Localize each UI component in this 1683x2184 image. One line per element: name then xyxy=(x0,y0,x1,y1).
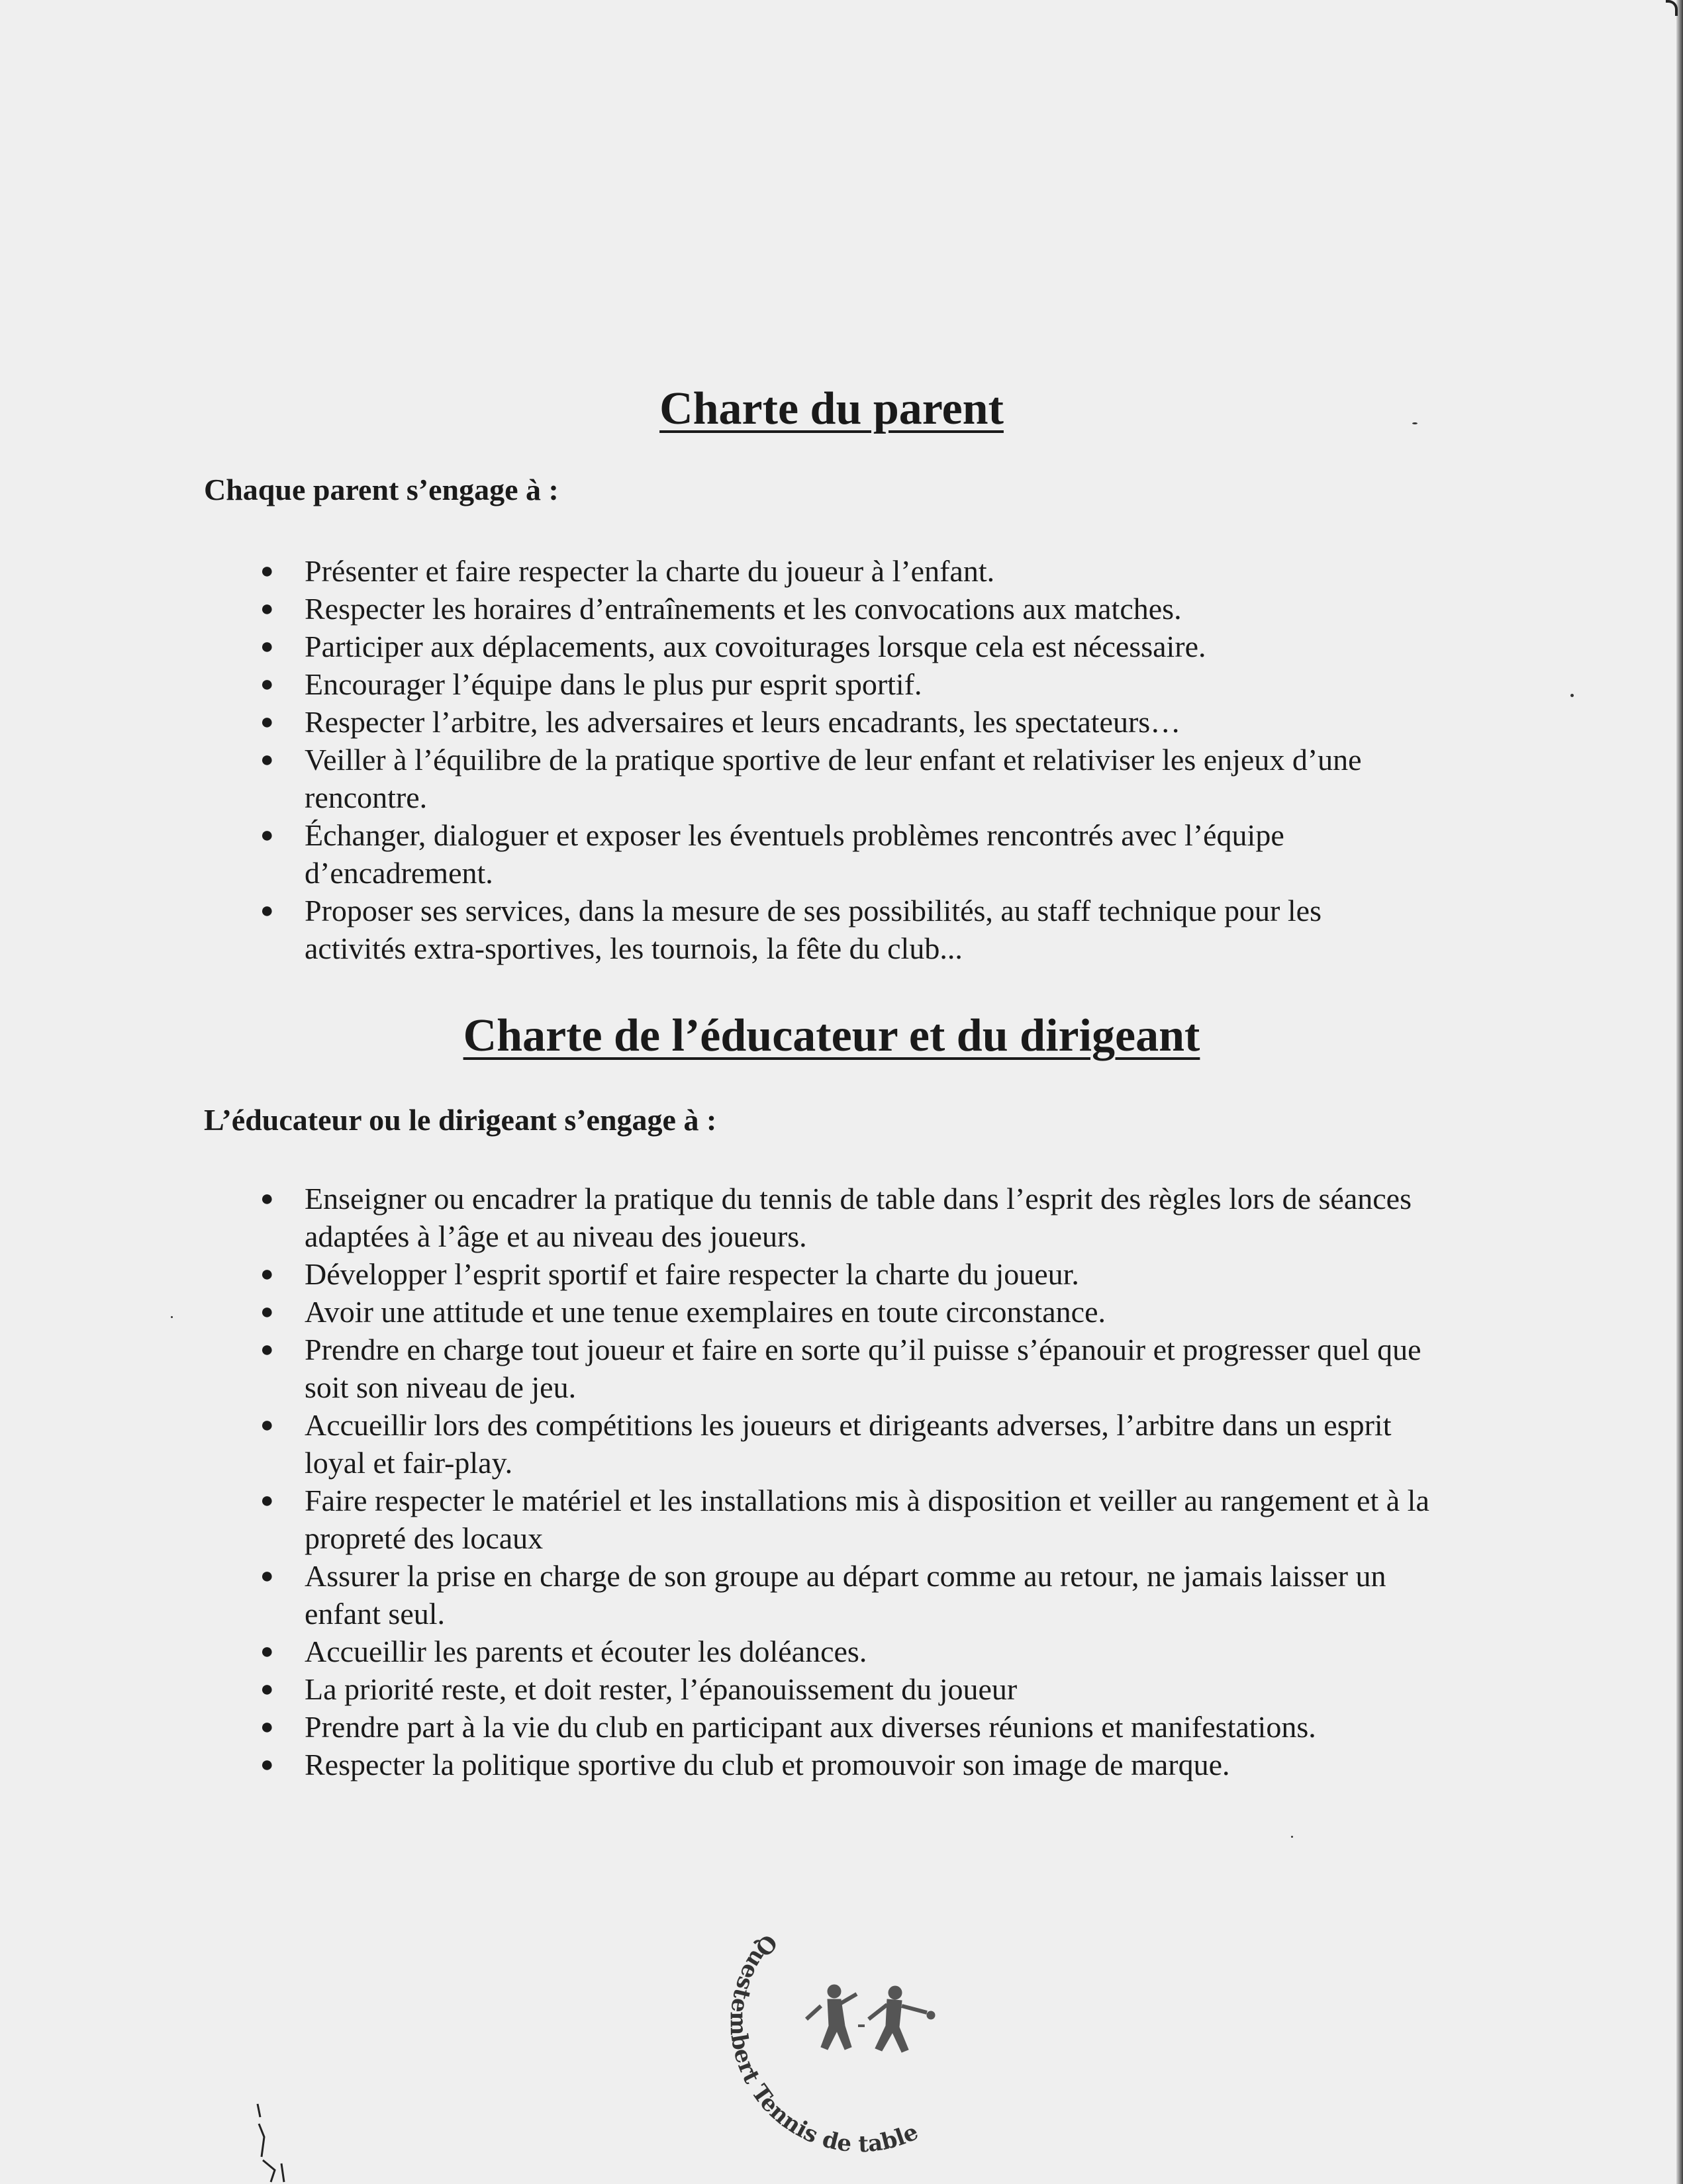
stamp-text: Quest ert Tennis de table xyxy=(728,1928,923,2158)
list-item: ● Participer aux déplacements, aux covoiturages lorsque cela est nécessaire. xyxy=(305,628,1430,665)
bullet-icon: ● xyxy=(260,1677,274,1701)
list-item: ● Avoir une attitude et une tenue exemplaires en toute circonstance. xyxy=(305,1293,1430,1331)
list-item: ● Respecter la politique sportive du club et promouvoir son image de marque. xyxy=(305,1746,1430,1783)
bullet-icon: ● xyxy=(260,559,274,583)
bullet-icon: ● xyxy=(260,1752,274,1777)
list-item: ● Prendre en charge tout joueur et faire en sorte qu’il puisse s’épanouir et progresser quel que soit son niveau de jeu. xyxy=(305,1331,1430,1406)
bullet-icon: ● xyxy=(260,1715,274,1739)
bullet-icon: ● xyxy=(260,747,274,772)
bullet-icon: ● xyxy=(260,596,274,621)
bullet-icon: ● xyxy=(260,1186,274,1211)
bullet-icon: ● xyxy=(260,1337,274,1362)
list-item: ● Développer l’esprit sportif et faire respecter la charte du joueur. xyxy=(305,1255,1430,1293)
list-item: ● Enseigner ou encadrer la pratique du tennis de table dans l’esprit des règles lors de séances adaptées à l’âge et au niveau des joueurs. xyxy=(305,1180,1430,1255)
bullet-icon: ● xyxy=(260,634,274,659)
scan-speck xyxy=(1291,1836,1293,1838)
educator-charter-title: Charte de l’éducateur et du dirigeant xyxy=(463,1010,1200,1061)
bullet-icon: ● xyxy=(260,823,274,847)
bullet-icon: ● xyxy=(260,672,274,696)
scan-speck xyxy=(171,1316,173,1318)
bullet-icon: ● xyxy=(260,1488,274,1513)
club-stamp xyxy=(728,1920,993,2158)
list-item: ● Prendre part à la vie du club en participant aux diverses réunions et manifestations. xyxy=(305,1708,1430,1746)
parent-charter-title: Charte du parent xyxy=(659,383,1004,434)
table-tennis-players-icon xyxy=(806,1985,935,2052)
bullet-icon: ● xyxy=(260,710,274,734)
list-item: ● Accueillir les parents et écouter les doléances. xyxy=(305,1633,1430,1670)
educator-charter-intro: L’éducateur ou le dirigeant s’engage à : xyxy=(204,1103,717,1137)
list-item: ● Proposer ses services, dans la mesure de ses possibilités, au staff technique pour les activités extra-sportives, les tournois, la fête du club... xyxy=(305,892,1430,967)
bullet-icon: ● xyxy=(260,1300,274,1324)
bullet-icon: ● xyxy=(260,1262,274,1286)
bullet-icon: ● xyxy=(260,898,274,923)
list-item: ● Respecter les horaires d’entraînements et les convocations aux matches. xyxy=(305,590,1430,628)
bullet-icon: ● xyxy=(260,1639,274,1664)
bullet-icon: ● xyxy=(260,1413,274,1437)
list-item: ● Échanger, dialoguer et exposer les éventuels problèmes rencontrés avec l’équipe d’encadrement. xyxy=(305,816,1430,892)
page-edge xyxy=(1676,0,1683,2184)
list-item: ● Accueillir lors des compétitions les joueurs et dirigeants adverses, l’arbitre dans un esprit loyal et fair-play. xyxy=(305,1406,1430,1482)
scan-speck xyxy=(1570,694,1574,697)
margin-scribble xyxy=(255,2097,308,2183)
bullet-icon: ● xyxy=(260,1564,274,1588)
list-item: ● Veiller à l’équilibre de la pratique sportive de leur enfant et relativiser les enjeux d’une rencontre. xyxy=(305,741,1430,816)
educator-charter-list xyxy=(260,1180,1430,1783)
list-item: ● Respecter l’arbitre, les adversaires et leurs encadrants, les spectateurs… xyxy=(305,703,1430,741)
parent-charter-list xyxy=(260,552,1430,967)
list-item: ● Encourager l’équipe dans le plus pur esprit sportif. xyxy=(305,665,1430,703)
club-stamp-graphic xyxy=(728,1920,993,2158)
list-item: ● Faire respecter le matériel et les installations mis à disposition et veiller au rangement et à la propreté des locaux xyxy=(305,1482,1430,1557)
list-item: ● Assurer la prise en charge de son groupe au départ comme au retour, ne jamais laisser un enfant seul. xyxy=(305,1557,1430,1633)
parent-charter-intro: Chaque parent s’engage à : xyxy=(204,473,559,506)
list-item: ● La priorité reste, et doit rester, l’épanouissement du joueur xyxy=(305,1670,1430,1708)
list-item: ● Présenter et faire respecter la charte du joueur à l’enfant. xyxy=(305,552,1430,590)
